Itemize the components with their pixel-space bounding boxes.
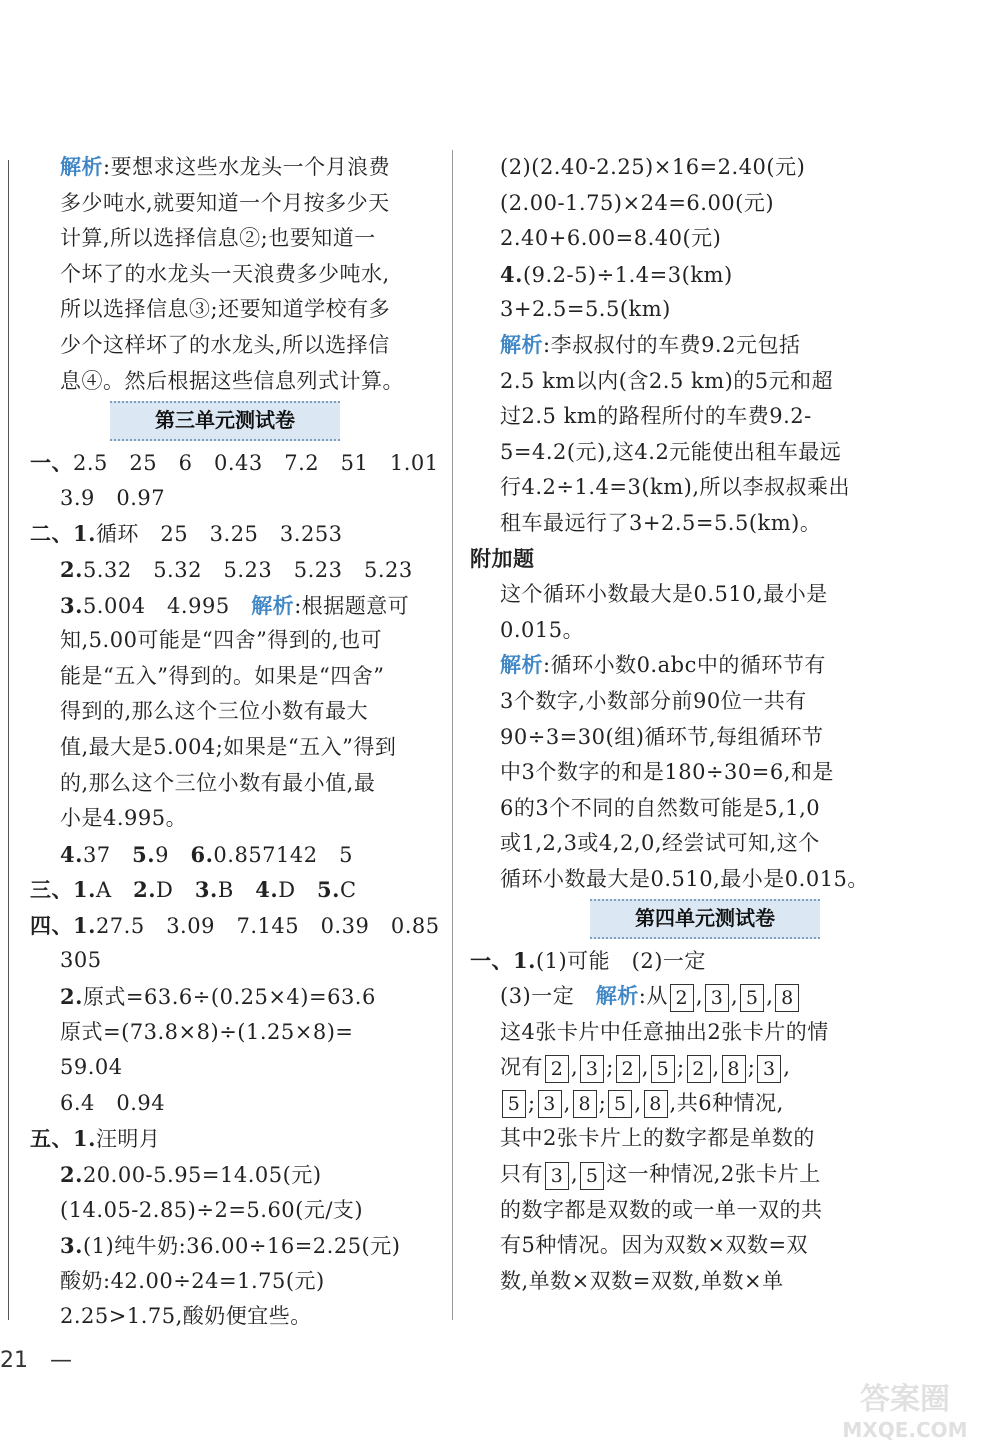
answer-line: 2.5.32 5.32 5.23 5.23 5.23 [60,556,413,582]
text-line: 值,最大是5.004;如果是“五入”得到 [60,734,397,759]
text-line: 0.015。 [500,617,585,642]
section-title: 第三单元测试卷 [110,401,340,441]
answer-line: 3+2.5=5.5(km) [500,297,671,322]
text-line: 90÷3=30(组)循环节,每组循环节 [500,724,824,749]
answer-line: 一、2.5 25 6 0.43 7.2 51 1.01 [30,450,439,476]
number-card: 8 [573,1090,597,1118]
number-card: 8 [775,984,799,1012]
left-column [30,150,440,1335]
answer-line: 3.(1)纯牛奶:36.00÷16=2.25(元) [60,1233,401,1259]
text-line: 2.5 km以内(含2.5 km)的5元和超 [500,368,834,393]
analysis-label: 解析 [595,984,639,1009]
answer-line: (2)(2.40-2.25)×16=2.40(元) [500,155,806,179]
answer-line: 一、1.(1)可能 (2)一定 [470,948,706,974]
answer-line: 6.4 0.94 [60,1090,166,1115]
number-card: 8 [722,1055,746,1083]
text-line: 这个循环小数最大是0.510,最小是 [500,582,828,607]
number-card: 5 [608,1090,632,1118]
text-line: 中3个数字的和是180÷30=6,和是 [500,760,834,785]
answer-line: 酸奶:42.00÷24=1.75(元) [60,1268,325,1293]
text-line: 知,5.00可能是“四舍”得到的,也可 [60,628,383,653]
number-card: 5 [740,984,764,1012]
text-line: 循环小数最大是0.510,最小是0.015。 [500,866,869,891]
answer-line: 况有 2 , 3 ; 2 , 5 ; 2 , 8 ; 3 , [500,1050,875,1086]
number-card: 2 [670,984,694,1012]
analysis-line: 解析:循环小数0.abc中的循环节有 [500,653,826,678]
text-line: 3个数字,小数部分前90位一共有 [500,688,807,713]
analysis-label: 解析 [251,593,295,618]
text-line: 的数字都是双数的或一单一双的共 [500,1197,823,1222]
text-line: 能是“五入”得到的。如果是“四舍” [60,663,385,688]
page-number: 21 — [0,1348,72,1373]
text-line: 多少吨水,就要知道一个月按多少天 [60,190,390,215]
answer-line: 4.(9.2-5)÷1.4=3(km) [500,261,733,287]
answer-line: 五、1.汪明月 [30,1126,161,1152]
text-line: 或1,2,3或4,2,0,经尝试可知,这个 [500,831,820,856]
answer-line: 2.25>1.75,酸奶便宜些。 [60,1304,312,1329]
answer-line: 只有 3 , 5 这一种情况,2张卡片上 [500,1157,875,1193]
text-line: 其中2张卡片上的数字都是单数的 [500,1126,815,1151]
analysis-label: 解析 [500,332,543,357]
analysis-label: 解析 [500,653,543,678]
number-card: 5 [651,1055,675,1083]
text-line: 个坏了的水龙头一天浪费多少吨水, [60,261,390,286]
answer-line: 二、1.循环 25 3.25 3.253 [30,521,343,547]
analysis-line: 解析:要想求这些水龙头一个月浪费 [60,155,391,179]
text-line: 计算,所以选择信息②;也要知道一 [60,226,376,251]
number-card: 2 [687,1055,711,1083]
text-line: 租车最远行了3+2.5=5.5(km)。 [500,510,822,535]
number-card: 3 [580,1055,604,1083]
text-line: 得到的,那么这个三位小数有最大 [60,699,369,724]
answer-line: 305 [60,948,102,973]
number-card: 3 [705,984,729,1012]
text-line: 息④。然后根据这些信息列式计算。 [60,368,404,393]
number-card: 2 [545,1055,569,1083]
text-line: 少个这样坏了的水龙头,所以选择信 [60,332,390,357]
text-line: 过2.5 km的路程所付的车费9.2- [500,404,812,429]
number-card: 2 [616,1055,640,1083]
answer-line: 3.5.004 4.995 解析:根据题意可 [60,592,410,618]
answer-line: (14.05-2.85)÷2=5.60(元/支) [60,1197,364,1222]
answer-line: (3)一定 解析:从 2 , 3 , 5 , 8 [500,979,875,1015]
text-line: 5=4.2(元),这4.2元能使出租车最远 [500,439,842,464]
text-line: 6的3个不同的自然数可能是5,1,0 [500,795,821,820]
extra-question-title: 附加题 [470,546,535,571]
analysis-label: 解析 [60,155,103,179]
text-line: 的,那么这个三位小数有最小值,最 [60,770,376,795]
answer-line: 5 ; 3 , 8 ; 5 , 8 ,共6种情况, [500,1086,875,1122]
text-line: 小是4.995。 [60,806,188,831]
text-line: 这4张卡片中任意抽出2张卡片的情 [500,1019,829,1044]
watermark-logo [830,1375,980,1445]
number-card: 5 [580,1162,604,1190]
answer-line: 3.9 0.97 [60,485,166,510]
section-title: 第四单元测试卷 [590,899,820,939]
answer-line: (2.00-1.75)×24=6.00(元) [500,190,775,215]
svg-text:MXQE.COM: MXQE.COM [842,1418,968,1442]
number-card: 8 [644,1090,668,1118]
answer-line: 4.37 5.9 6.0.857142 5 [60,841,353,867]
answer-line: 59.04 [60,1055,123,1080]
number-card: 3 [538,1090,562,1118]
answer-line: 2.20.00-5.95=14.05(元) [60,1162,322,1188]
text-line: 数,单数×双数=双数,单数×单 [500,1268,784,1293]
text-line: 所以选择信息③;还要知道学校有多 [60,297,391,322]
answer-line: 三、1.A 2.D 3.B 4.D 5.C [30,877,357,903]
answer-line: 2.原式=63.6÷(0.25×4)=63.6 [60,984,376,1010]
number-card: 3 [757,1055,781,1083]
right-column [470,150,875,1299]
text-line: 行4.2÷1.4=3(km),所以李叔叔乘出 [500,475,851,500]
answer-line: 原式=(73.8×8)÷(1.25×8)= [60,1019,354,1044]
number-card: 3 [545,1162,569,1190]
answer-line: 2.40+6.00=8.40(元) [500,226,722,251]
left-margin-rule [8,160,9,1320]
svg-text:答案圈: 答案圈 [860,1382,950,1417]
text-line: 有5种情况。因为双数×双数=双 [500,1233,809,1258]
number-card: 5 [502,1090,526,1118]
analysis-line: 解析:李叔叔付的车费9.2元包括 [500,332,801,357]
answer-line: 四、1.27.5 3.09 7.145 0.39 0.85 [30,912,440,938]
column-divider [452,150,453,1320]
